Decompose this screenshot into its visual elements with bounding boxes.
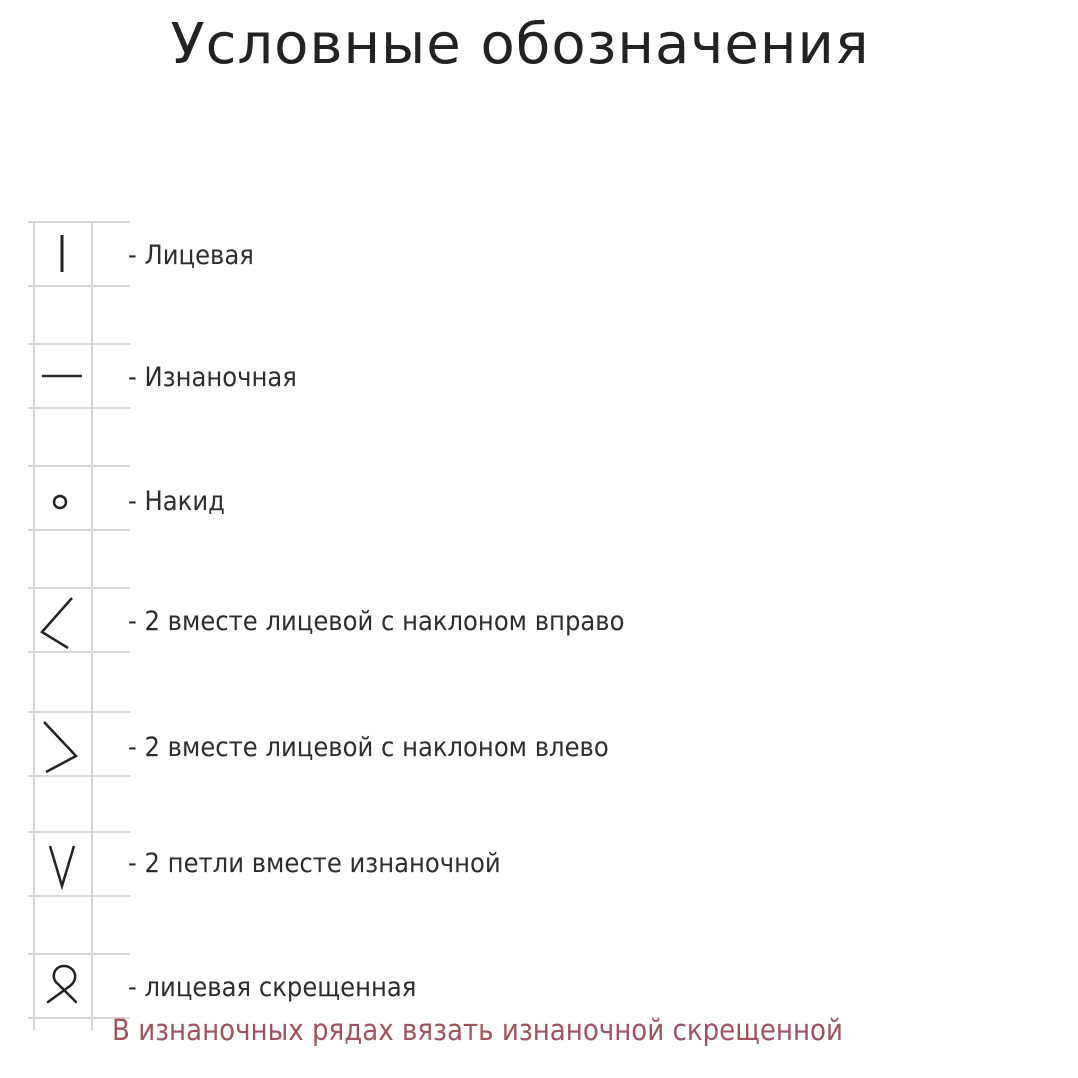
legend-label-k2tog-right: - 2 вместе лицевой с наклоном вправо	[128, 606, 625, 637]
horizontal-line-icon	[32, 348, 94, 410]
v-icon	[32, 836, 94, 898]
crossed-loop-icon	[32, 956, 94, 1018]
legend-label-twisted-knit: - лицевая скрещенная	[128, 972, 417, 1003]
legend-label-k2tog-left: - 2 вместе лицевой с наклоном влево	[128, 732, 609, 763]
page-title: Условные обозначения	[170, 12, 870, 77]
legend-label-knit: - Лицевая	[128, 240, 254, 271]
legend-label-purl: - Изнаночная	[128, 362, 297, 393]
vertical-line-icon	[32, 226, 94, 288]
right-slant-decrease-icon	[32, 592, 94, 654]
circle-icon	[32, 472, 94, 534]
left-slant-decrease-icon	[32, 716, 94, 778]
legend-label-yarn-over: - Накид	[128, 486, 225, 517]
wrong-side-note: В изнаночных рядах вязать изнаночной скрещенной	[112, 1013, 843, 1047]
chart-grid-strip	[0, 0, 140, 1078]
legend-label-p2tog: - 2 петли вместе изнаночной	[128, 848, 501, 879]
